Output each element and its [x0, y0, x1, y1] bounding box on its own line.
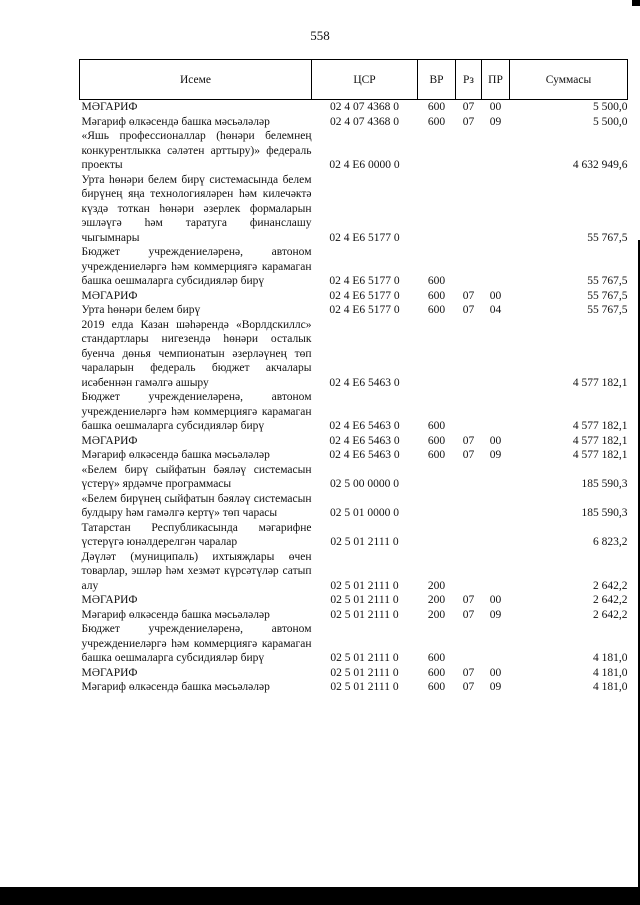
row-vr	[418, 318, 456, 391]
row-csr: 02 4 E6 0000 0	[329, 159, 400, 171]
row-name: 2019 елда Казан шәһәрендә «Ворлдскиллс» стандартлары нигезендә һөнәри осталык буенча дөнья чемпионатын әзерләүнең төп чараларын федераль бюджет акчалары исәбеннән гамәлгә ашыру	[81, 318, 312, 389]
row-sum: 4 181,0	[593, 652, 628, 664]
row-csr: 02 4 07 4368 0	[330, 101, 399, 113]
table-row	[80, 100, 628, 115]
table-row	[80, 115, 628, 130]
row-sum: 2 642,2	[593, 579, 628, 592]
row-vr: 600	[427, 289, 446, 302]
row-sum: 55 767,5	[587, 275, 628, 287]
row-vr: 200	[427, 579, 446, 592]
row-vr	[418, 463, 456, 492]
row-pr: 09	[489, 608, 502, 621]
row-rz: 07	[462, 666, 475, 679]
table-row	[80, 463, 628, 492]
row-pr: 00	[489, 594, 502, 606]
row-csr: 02 5 01 2111 0	[330, 608, 399, 621]
header-sum: Суммасы	[510, 60, 628, 100]
row-sum: 4 577 182,1	[572, 449, 628, 461]
row-vr	[418, 492, 456, 521]
row-rz: 07	[462, 115, 475, 128]
row-sum: 5 500,0	[593, 115, 628, 128]
row-pr	[482, 390, 510, 434]
header-csr: ЦСР	[312, 60, 418, 100]
table-row	[80, 289, 628, 304]
table-row	[80, 492, 628, 521]
row-sum: 55 767,5	[587, 289, 628, 302]
row-pr	[482, 521, 510, 550]
table-row	[80, 550, 628, 594]
row-rz: 07	[462, 608, 475, 621]
row-csr: 02 4 E6 5463 0	[329, 420, 400, 432]
row-name: Бюджет учреждениеләренә, автоном учреждениеләргә һәм коммерциягә карамаган башка оешмаларга субсидияләр бирү	[81, 391, 312, 432]
header-pr: ПР	[482, 60, 510, 100]
table-header	[80, 60, 628, 100]
row-pr	[482, 245, 510, 289]
row-pr	[482, 129, 510, 173]
row-pr	[482, 622, 510, 666]
row-csr: 02 5 01 2111 0	[330, 536, 399, 548]
page-number: 558	[310, 28, 330, 43]
row-vr: 200	[427, 594, 446, 606]
row-rz	[456, 521, 482, 550]
row-rz	[456, 550, 482, 594]
row-csr: 02 5 01 2111 0	[330, 652, 399, 664]
row-rz: 07	[462, 449, 475, 461]
row-csr: 02 4 E6 5177 0	[329, 275, 400, 287]
row-vr: 600	[427, 420, 446, 432]
row-csr: 02 5 01 0000 0	[330, 507, 399, 519]
table-row	[80, 666, 628, 681]
row-vr: 600	[427, 449, 446, 461]
row-sum: 2 642,2	[593, 594, 628, 606]
row-rz	[456, 318, 482, 391]
row-name: Мәгариф өлкәсендә башка мәсьәләләр	[81, 681, 270, 693]
row-pr: 09	[489, 115, 502, 128]
row-rz	[456, 173, 482, 246]
row-csr: 02 4 E6 5177 0	[329, 289, 400, 302]
row-csr: 02 4 E6 5463 0	[329, 376, 400, 389]
table-row	[80, 448, 628, 463]
row-pr: 00	[489, 101, 502, 113]
table-row	[80, 303, 628, 318]
row-csr: 02 5 00 0000 0	[330, 478, 399, 490]
row-name: Мәгариф өлкәсендә башка мәсьәләләр	[81, 608, 270, 621]
row-vr	[418, 129, 456, 173]
table-body	[80, 100, 628, 695]
row-pr	[482, 492, 510, 521]
row-name: Дәүләт (муниципаль) ихтыяҗлары өчен товарлар, эшләр һәм хезмәт күрсәтүләр сатып алу	[81, 550, 312, 592]
row-name: «Белем бирү сыйфатын бәяләү системасын үстерү» ярдәмче программасы	[81, 463, 312, 490]
row-csr: 02 4 E6 5177 0	[329, 231, 400, 244]
row-rz: 07	[462, 434, 475, 447]
row-pr: 09	[489, 681, 502, 693]
row-name: «Яшь профессионаллар (һөнәри белемнең конкурентлыкка сәләтен арттыру)» федераль проекты	[81, 130, 312, 171]
row-sum: 185 590,3	[581, 507, 628, 519]
row-vr: 600	[427, 115, 446, 128]
row-csr: 02 5 01 2111 0	[330, 666, 399, 679]
scan-edge-top-right	[632, 0, 640, 6]
table-row	[80, 593, 628, 608]
row-vr: 600	[427, 652, 446, 664]
row-sum: 5 500,0	[593, 101, 628, 113]
row-vr: 600	[427, 681, 446, 693]
row-sum: 55 767,5	[587, 304, 628, 316]
row-rz	[456, 463, 482, 492]
row-name: МӘГАРИФ	[81, 289, 138, 302]
row-name: Бюджет учреждениеләренә, автоном учреждениеләргә һәм коммерциягә карамаган башка оешмаларга субсидияләр бирү	[81, 623, 312, 664]
row-vr	[418, 173, 456, 246]
row-rz: 07	[462, 101, 475, 113]
row-name: Мәгариф өлкәсендә башка мәсьәләләр	[81, 115, 270, 128]
row-rz	[456, 622, 482, 666]
header-name: Исеме	[80, 60, 312, 100]
table-row	[80, 608, 628, 623]
row-sum: 4 577 182,1	[572, 376, 628, 389]
row-pr	[482, 550, 510, 594]
table-row	[80, 173, 628, 246]
table-row	[80, 318, 628, 391]
header-vr: ВР	[418, 60, 456, 100]
table-row	[80, 390, 628, 434]
row-name: Бюджет учреждениеләренә, автоном учреждениеләргә һәм коммерциягә карамаган башка оешмаларга субсидияләр бирү	[81, 246, 312, 287]
row-csr: 02 5 01 2111 0	[330, 579, 399, 592]
table-row	[80, 129, 628, 173]
row-name: Урта һөнәри белем бирү системасында белем бирүнең яңа технологияләрен һәм килечәктә күздә тоткан һөнәри әзерлек формаларын эшләүгә һәм таратуга финанслашу чыгымнары	[81, 173, 312, 244]
row-csr: 02 4 07 4368 0	[330, 115, 399, 128]
row-sum: 185 590,3	[581, 478, 628, 490]
row-rz: 07	[462, 289, 475, 302]
row-name: МӘГАРИФ	[81, 594, 138, 606]
row-csr: 02 4 E6 5463 0	[329, 434, 400, 447]
row-vr: 600	[427, 275, 446, 287]
row-name: МӘГАРИФ	[81, 434, 138, 447]
row-rz	[456, 245, 482, 289]
row-pr: 00	[489, 434, 502, 447]
budget-table	[79, 59, 628, 695]
row-sum: 55 767,5	[587, 231, 628, 244]
row-name: МӘГАРИФ	[81, 666, 138, 679]
row-csr: 02 5 01 2111 0	[330, 594, 399, 606]
row-pr	[482, 173, 510, 246]
row-pr	[482, 463, 510, 492]
row-sum: 4 181,0	[593, 666, 628, 679]
scan-edge-bottom	[0, 887, 640, 905]
table-row	[80, 521, 628, 550]
row-name: Мәгариф өлкәсендә башка мәсьәләләр	[81, 449, 270, 461]
table-row	[80, 434, 628, 449]
row-sum: 6 823,2	[593, 536, 628, 548]
table-row	[80, 245, 628, 289]
row-rz: 07	[462, 681, 475, 693]
row-vr: 200	[427, 608, 446, 621]
header-rz: Рз	[456, 60, 482, 100]
row-rz	[456, 492, 482, 521]
row-csr: 02 5 01 2111 0	[330, 681, 399, 693]
row-csr: 02 4 E6 5177 0	[329, 304, 400, 316]
table-row	[80, 622, 628, 666]
row-vr: 600	[427, 666, 446, 679]
row-rz	[456, 390, 482, 434]
row-sum: 4 632 949,6	[572, 159, 628, 171]
row-rz	[456, 129, 482, 173]
row-pr: 00	[489, 666, 502, 679]
row-name: МӘГАРИФ	[81, 101, 138, 113]
row-pr: 00	[489, 289, 502, 302]
row-sum: 2 642,2	[593, 608, 628, 621]
row-vr: 600	[427, 101, 446, 113]
row-pr: 04	[489, 304, 502, 316]
row-name: «Белем бирүнең сыйфатын бәяләү системасын булдыру һәм гамәлгә кертү» төп чарасы	[81, 492, 312, 519]
row-name: Урта һөнәри белем бирү	[81, 304, 201, 316]
row-rz: 07	[462, 304, 475, 316]
row-vr	[418, 521, 456, 550]
row-sum: 4 577 182,1	[572, 420, 628, 432]
row-vr: 600	[427, 304, 446, 316]
row-sum: 4 181,0	[593, 681, 628, 693]
row-vr: 600	[427, 434, 446, 447]
row-pr: 09	[489, 449, 502, 461]
row-rz: 07	[462, 594, 475, 606]
row-name: Татарстан Республикасында мәгарифне үстерүгә юнәлдерелгән чаралар	[81, 521, 312, 548]
row-sum: 4 577 182,1	[572, 434, 628, 447]
row-pr	[482, 318, 510, 391]
table-row	[80, 680, 628, 695]
row-csr: 02 4 E6 5463 0	[329, 449, 400, 461]
